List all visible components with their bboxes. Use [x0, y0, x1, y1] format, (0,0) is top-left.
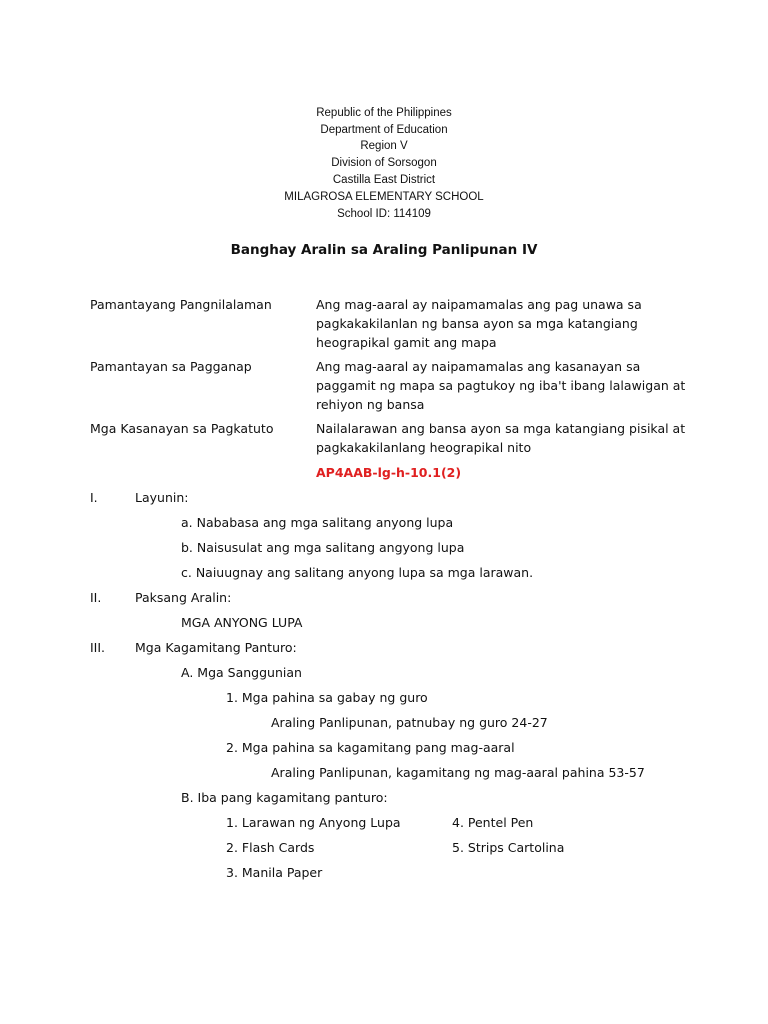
standard-performance-line: paggamit ng mapa sa pagtukoy ng iba't ibang lalawigan at	[316, 378, 686, 393]
section-numeral-3: III.	[90, 640, 106, 655]
competency-code: AP4AAB-lg-h-10.1(2)	[316, 465, 462, 480]
subsection-sanggunian: A. Mga Sanggunian	[181, 665, 302, 680]
standard-competency-line: Nailalarawan ang bansa ayon sa mga katangiang pisikal at	[316, 421, 686, 436]
standard-content-line: pagkakakilanlan ng bansa ayon sa mga katangiang	[316, 316, 638, 331]
reference-item: 1. Mga pahina sa gabay ng guro	[226, 690, 428, 705]
standard-content-line: heograpikal gamit ang mapa	[316, 335, 497, 350]
header-division: Division of Sorsogon	[331, 157, 437, 169]
header-department: Department of Education	[320, 124, 448, 136]
reference-detail: Araling Panlipunan, kagamitang ng mag-aaral pahina 53-57	[271, 765, 645, 780]
document-title: Banghay Aralin sa Araling Panlipunan IV	[230, 242, 538, 258]
section-numeral-1: I.	[90, 490, 98, 505]
standard-performance-line: rehiyon ng bansa	[316, 397, 425, 412]
header-region: Region V	[360, 140, 408, 152]
header-school: MILAGROSA ELEMENTARY SCHOOL	[284, 191, 484, 203]
header-republic: Republic of the Philippines	[316, 107, 452, 119]
reference-detail: Araling Panlipunan, patnubay ng guro 24-27	[271, 715, 548, 730]
section-numeral-2: II.	[90, 590, 102, 605]
standard-competency-line: pagkakakilanlang heograpikal nito	[316, 440, 532, 455]
standard-label-competency: Mga Kasanayan sa Pagkatuto	[90, 421, 274, 436]
material-item: 2. Flash Cards	[226, 840, 315, 855]
material-item: 5. Strips Cartolina	[452, 840, 565, 855]
objective-item: a. Nababasa ang mga salitang anyong lupa	[181, 515, 454, 530]
lesson-topic: MGA ANYONG LUPA	[181, 615, 303, 630]
section-heading-kagamitang-panturo: Mga Kagamitang Panturo:	[135, 640, 297, 655]
material-item: 1. Larawan ng Anyong Lupa	[226, 815, 401, 830]
standard-label-content: Pamantayang Pangnilalaman	[90, 297, 272, 312]
material-item: 4. Pentel Pen	[452, 815, 534, 830]
objective-item: c. Naiuugnay ang salitang anyong lupa sa mga larawan.	[181, 565, 534, 580]
header-district: Castilla East District	[332, 174, 436, 186]
section-heading-paksang-aralin: Paksang Aralin:	[135, 590, 232, 605]
standard-label-performance: Pamantayan sa Pagganap	[90, 359, 252, 374]
header-school-id: School ID: 114109	[337, 208, 431, 220]
section-heading-layunin: Layunin:	[135, 490, 189, 505]
standard-performance-line: Ang mag-aaral ay naipamamalas ang kasanayan sa	[316, 359, 641, 374]
reference-item: 2. Mga pahina sa kagamitang pang mag-aaral	[226, 740, 515, 755]
objective-item: b. Naisusulat ang mga salitang angyong lupa	[181, 540, 465, 555]
material-item: 3. Manila Paper	[226, 865, 323, 880]
standard-content-line: Ang mag-aaral ay naipamamalas ang pag unawa sa	[316, 297, 642, 312]
subsection-other-materials: B. Iba pang kagamitang panturo:	[181, 790, 388, 805]
